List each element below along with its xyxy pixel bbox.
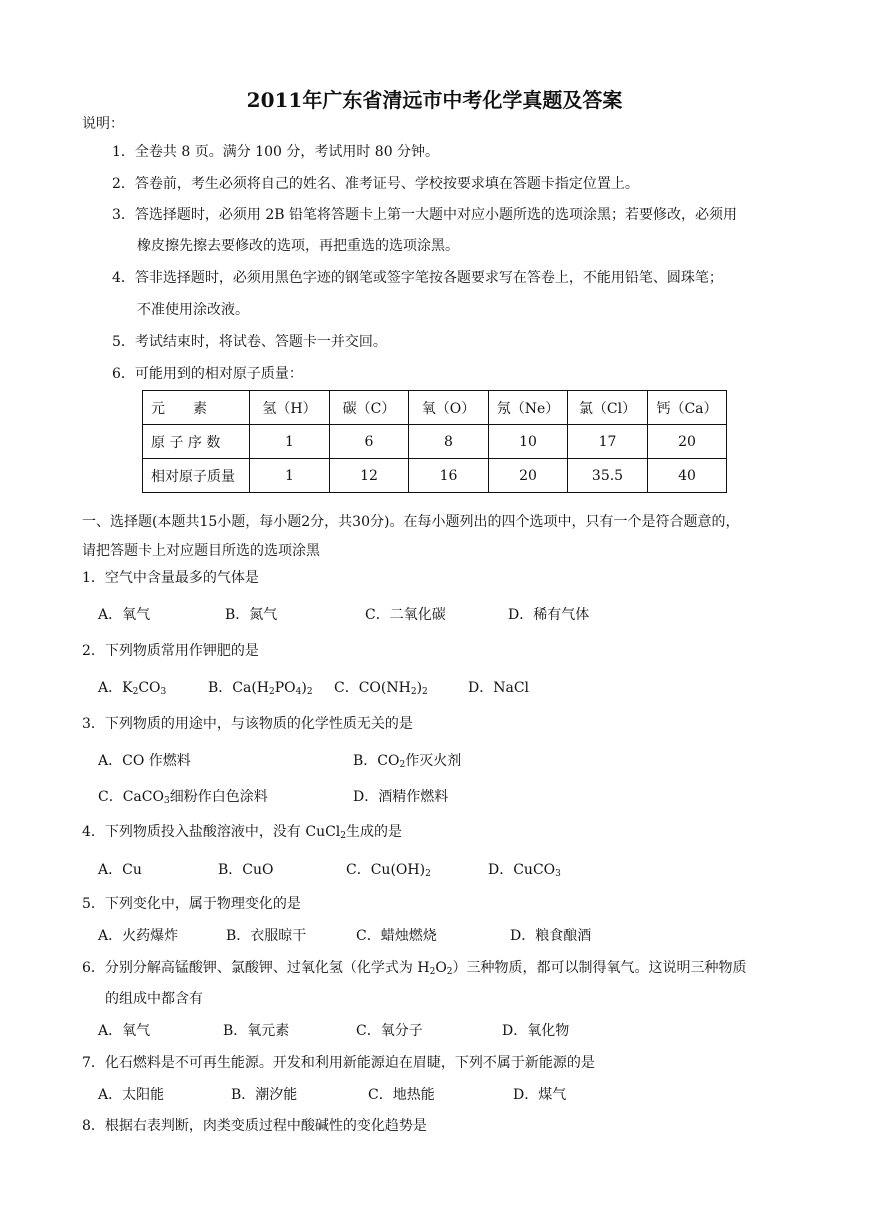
table-cell: 相对原子质量 — [143, 459, 250, 493]
table-header-cell: 元 素 — [143, 391, 250, 425]
instruction-6: 6．可能用到的相对原子质量： — [112, 366, 303, 382]
question-8-stem: 8．根据右表判断，肉类变质过程中酸碱性的变化趋势是 — [82, 1118, 427, 1134]
q3-option-c: C．CaCO$_3$细粉作白色涂料 — [98, 789, 268, 806]
table-header-row — [143, 391, 727, 425]
q1-option-c: C．二氧化碳 — [365, 607, 446, 623]
table-header-cell: 氧（O） — [409, 391, 489, 425]
instruction-4-cont: 不准使用涂改液。 — [137, 302, 249, 318]
question-7-stem: 7．化石燃料是不可再生能源。开发和利用新能源迫在眉睫，下列不属于新能源的是 — [82, 1055, 595, 1071]
q6-option-c: C．氧分子 — [356, 1023, 423, 1039]
section-heading-cont: 请把答题卡上对应题目所选的选项涂黑 — [82, 543, 320, 559]
q1-option-d: D．稀有气体 — [508, 607, 590, 623]
table-header-cell: 氢（H） — [250, 391, 330, 425]
q7-option-a: A．太阳能 — [98, 1087, 165, 1103]
q2-option-b: B．$Ca(H_2PO_4)_2$ — [208, 680, 313, 697]
table-cell: 20 — [648, 425, 727, 459]
instruction-3-cont: 橡皮擦先擦去要修改的选项，再把重选的选项涂黑。 — [137, 238, 459, 254]
q2-option-c: C．$CO(NH_2)_2$ — [334, 680, 428, 697]
question-3-stem: 3．下列物质的用途中，与该物质的化学性质无关的是 — [82, 716, 413, 732]
question-4-stem: 4．下列物质投入盐酸溶液中，没有 CuCl$_2$生成的是 — [82, 824, 403, 841]
q7-option-c: C．地热能 — [368, 1087, 435, 1103]
table-cell: 17 — [568, 425, 648, 459]
q7-option-d: D．煤气 — [513, 1087, 567, 1103]
instruction-4: 4．答非选择题时，必须用黑色字迹的钢笔或签字笔按各题要求写在答卷上，不能用铅笔、圆珠笔； — [112, 270, 723, 286]
page-title: 2011年广东省清远市中考化学真题及答案 — [246, 88, 623, 112]
question-2-stem: 2．下列物质常用作钾肥的是 — [82, 643, 259, 659]
q5-option-b: B．衣服晾干 — [226, 928, 307, 944]
q4-option-a: A．Cu — [98, 862, 142, 878]
instruction-5: 5．考试结束时，将试卷、答题卡一并交回。 — [112, 334, 387, 350]
table-cell: 6 — [330, 425, 409, 459]
q6-option-d: D．氧化物 — [502, 1023, 570, 1039]
instruction-2: 2．答卷前，考生必须将自己的姓名、准考证号、学校按要求填在答题卡指定位置上。 — [112, 176, 639, 192]
table-cell: 12 — [330, 459, 409, 493]
q2-option-a: A．$K_2CO_3$ — [98, 680, 167, 697]
table-cell: 35.5 — [568, 459, 648, 493]
table-header-cell: 钙（Ca） — [648, 391, 727, 425]
q7-option-b: B．潮汐能 — [231, 1087, 298, 1103]
table-cell: 10 — [489, 425, 568, 459]
table-row — [143, 459, 727, 493]
question-1-stem: 1．空气中含量最多的气体是 — [82, 570, 259, 586]
table-cell: 8 — [409, 425, 489, 459]
table-cell: 20 — [489, 459, 568, 493]
notes-label: 说明： — [82, 116, 124, 132]
q6-option-b: B．氧元素 — [223, 1023, 290, 1039]
table-header-cell: 氖（Ne） — [489, 391, 568, 425]
table-cell: 40 — [648, 459, 727, 493]
q3-option-a: A．CO 作燃料 — [98, 753, 191, 769]
q1-option-b: B．氮气 — [225, 607, 278, 623]
q4-option-c: C．$Cu(OH)_2$ — [346, 862, 431, 879]
table-cell: 原 子 序 数 — [143, 425, 250, 459]
question-6-stem-cont: 的组成中都含有 — [105, 991, 203, 1007]
instruction-3: 3．答选择题时，必须用 2B 铅笔将答题卡上第一大题中对应小题所选的选项涂黑；若要修改，必须用 — [112, 207, 738, 223]
table-cell: 1 — [250, 459, 330, 493]
table-header-cell: 碳（C） — [330, 391, 409, 425]
instruction-1: 1．全卷共 8 页。满分 100 分，考试用时 80 分钟。 — [112, 144, 440, 160]
q1-option-a: A．氧气 — [98, 607, 151, 623]
q3-option-b: B．$CO_2$作灭火剂 — [353, 753, 462, 770]
q4-option-b: B．CuO — [218, 862, 274, 878]
q5-option-c: C．蜡烛燃烧 — [356, 928, 437, 944]
q5-option-d: D．粮食酿酒 — [510, 928, 592, 944]
table-header-cell: 氯（Cl） — [568, 391, 648, 425]
q4-option-d: D．CuCO$_3$ — [488, 862, 561, 879]
q2-option-d: D．NaCl — [468, 680, 530, 696]
q3-option-d: D．酒精作燃料 — [353, 789, 449, 805]
section-heading: 一、选择题(本题共15小题，每小题2分，共30分)。在每小题列出的四个选项中，只有一个是符合题意的， — [82, 514, 740, 530]
question-5-stem: 5．下列变化中，属于物理变化的是 — [82, 896, 301, 912]
q5-option-a: A．火药爆炸 — [98, 928, 179, 944]
table-cell: 1 — [250, 425, 330, 459]
table-row — [143, 425, 727, 459]
table-cell: 16 — [409, 459, 489, 493]
question-6-stem: 6．分别分解高锰酸钾、氯酸钾、过氧化氢（化学式为 $H_2O_2$）三种物质，都可以制得氧气。这说明三种物质 — [82, 960, 747, 977]
atomic-mass-table — [142, 390, 727, 493]
q6-option-a: A．氧气 — [98, 1023, 151, 1039]
